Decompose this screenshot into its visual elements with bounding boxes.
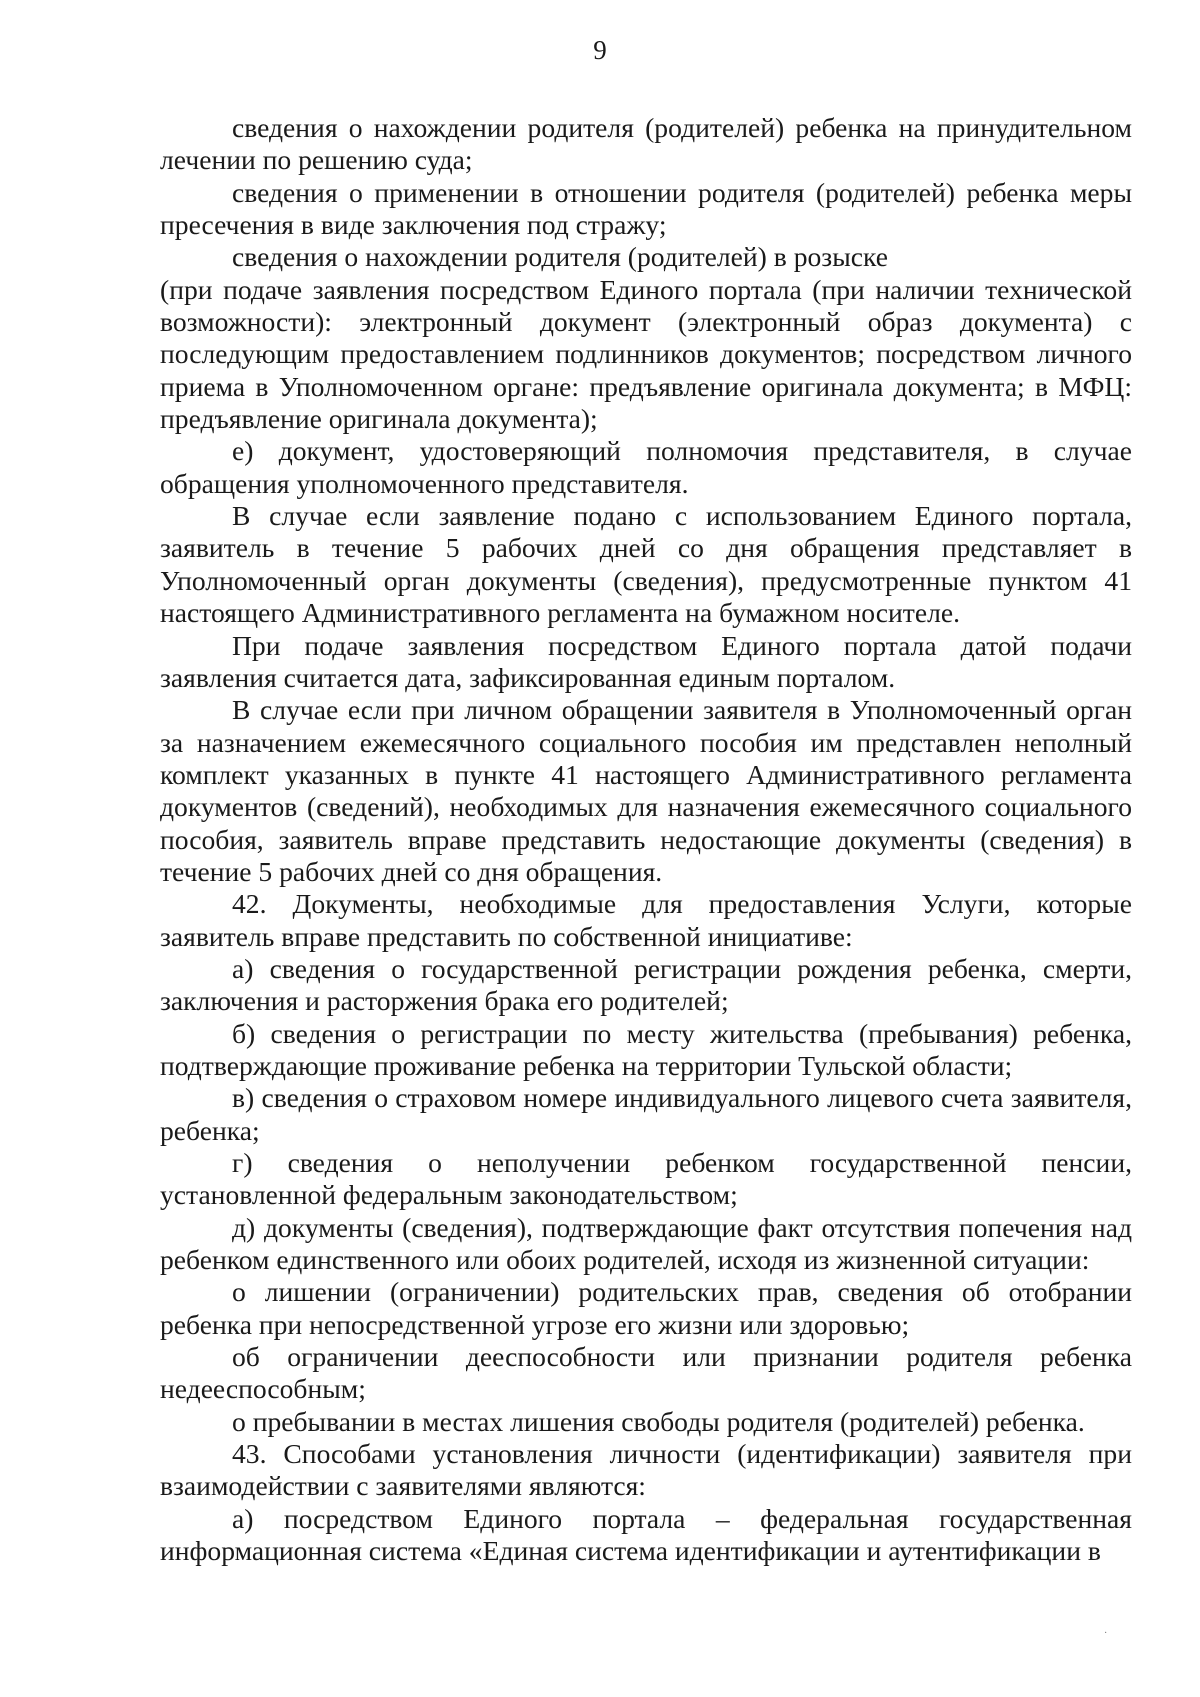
paragraph: сведения о нахождении родителя (родителей) в розыске (232, 241, 888, 273)
page-number: 9 (593, 35, 607, 65)
paragraph: сведения о нахождении родителя (родителей) ребенка на принудительном лечении по решению суда; (160, 112, 1132, 176)
paragraph: (при подаче заявления посредством Единого портала (при наличии технической возможности): электронный документ (электронный образ документа) с последующим предоставлением подлинников документов; посредством личного приема в Уполномоченном органе: предъявление оригинала документа; в МФЦ: предъявление оригинала документа); (160, 273, 1132, 435)
paragraph: 43. Способами установления личности (идентификации) заявителя при взаимодействии с заявителями являются: (160, 1438, 1132, 1502)
paragraph: В случае если при личном обращении заявителя в Уполномоченный орган за назначением ежемесячного социального пособия им представлен неполный комплект указанных в пункте 41 настоящего Административного регламента документов (сведений), необходимых для назначения ежемесячного социального пособия, заявитель вправе представить недостающие документы (сведения) в течение 5 рабочих дней со дня обращения. (160, 694, 1132, 887)
paragraph: б) сведения о регистрации по месту жительства (пребывания) ребенка, подтверждающие проживание ребенка на территории Тульской области; (160, 1017, 1132, 1081)
paragraph: о лишении (ограничении) родительских прав, сведения об отобрании ребенка при непосредственной угрозе его жизни или здоровью; (160, 1276, 1132, 1340)
paragraph: В случае если заявление подано с использованием Единого портала, заявитель в течение 5 рабочих дней со дня обращения представляет в Уполномоченный орган документы (сведения), предусмотренные пунктом 41 настоящего Административного регламента на бумажном носителе. (160, 500, 1132, 629)
paragraph: о пребывании в местах лишения свободы родителя (родителей) ребенка. (232, 1405, 1085, 1437)
paragraph: г) сведения о неполучении ребенком государственной пенсии, установленной федеральным законодательством; (160, 1147, 1132, 1211)
paragraph: сведения о применении в отношении родителя (родителей) ребенка меры пресечения в виде заключения под стражу; (160, 176, 1132, 241)
scan-speck: · (1104, 1628, 1108, 1639)
paragraph: а) сведения о государственной регистрации рождения ребенка, смерти, заключения и расторжения брака его родителей; (160, 952, 1132, 1017)
paragraph: д) документы (сведения), подтверждающие факт отсутствия попечения над ребенком единственного или обоих родителей, исходя из жизненной ситуации: (160, 1211, 1132, 1276)
paragraph: 42. Документы, необходимые для предоставления Услуги, которые заявитель вправе представить по собственной инициативе: (160, 888, 1132, 952)
paragraph: об ограничении дееспособности или признании родителя ребенка недееспособным; (160, 1341, 1132, 1405)
paragraph: При подаче заявления посредством Единого портала датой подачи заявления считается дата, зафиксированная единым порталом. (160, 629, 1132, 693)
document-body (160, 112, 1132, 1567)
paragraph: е) документ, удостоверяющий полномочия представителя, в случае обращения уполномоченного представителя. (160, 435, 1132, 499)
paragraph: а) посредством Единого портала – федеральная государственная информационная система «Единая система идентификации и аутентификации в (160, 1502, 1132, 1567)
paragraph: в) сведения о страховом номере индивидуального лицевого счета заявителя, ребенка; (160, 1082, 1132, 1146)
